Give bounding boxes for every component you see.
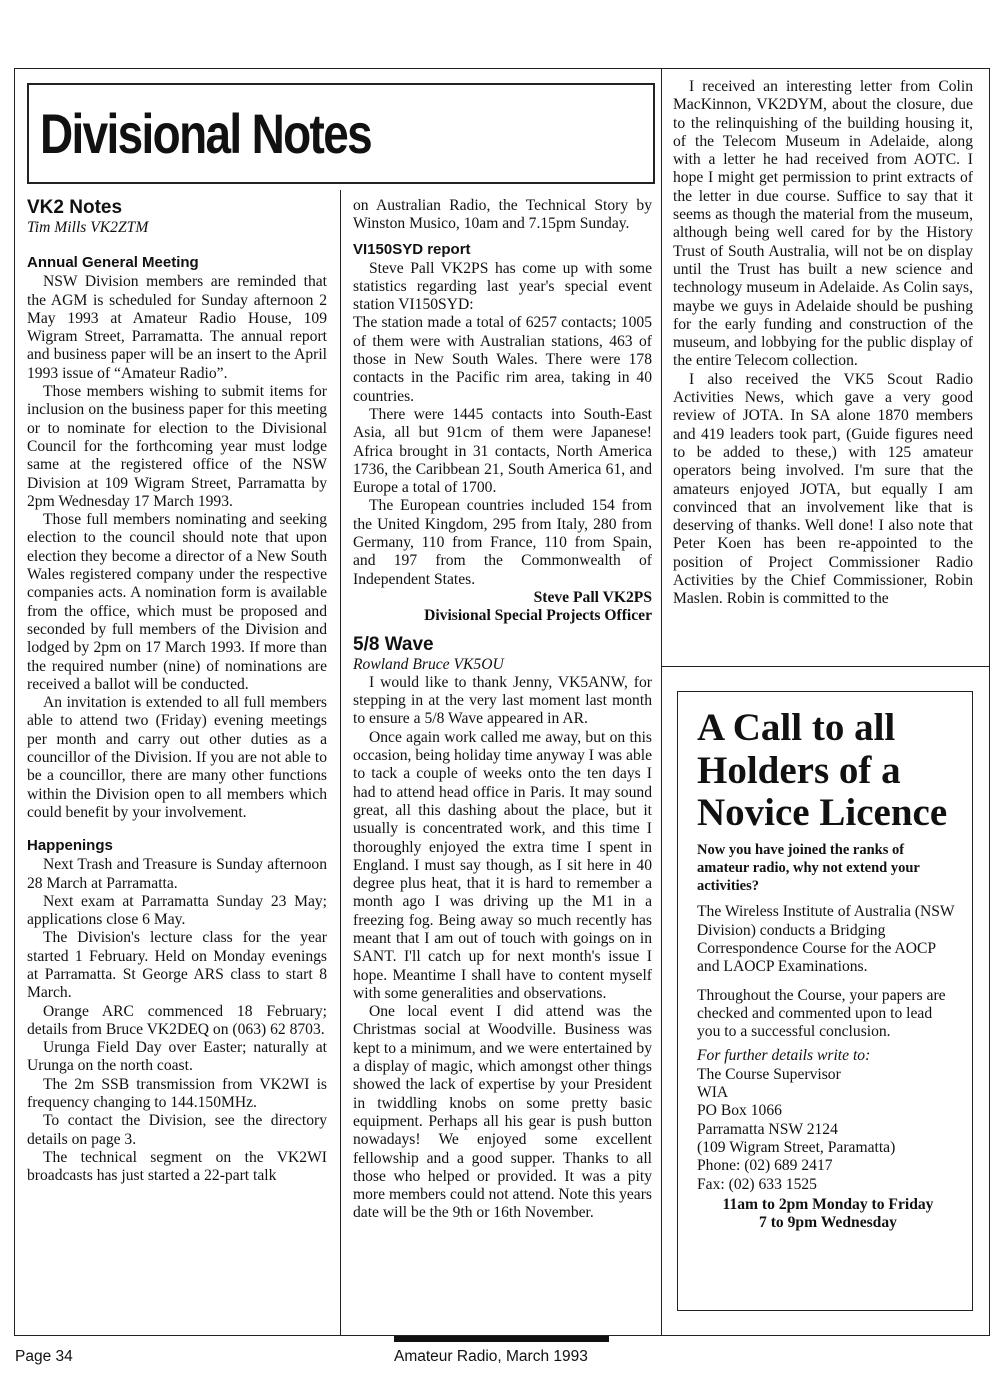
advert-intro: Now you have joined the ranks of amateur radio, why not extend your activities? xyxy=(697,841,920,895)
paragraph: Those members wishing to submit items for inclusion on the business paper for this meeting or to nominate for election to the Divisional Council for the forthcoming year must lodge same at the registered office of the NSW Division at 109 Wigram Street, Parramatta by 2pm Wednesday 17 March 1993. xyxy=(27,383,327,510)
paragraph: Next exam at Parramatta Sunday 23 May; applications close 6 May. xyxy=(27,892,327,929)
paragraph: Those full members nominating and seeking election to the council should note that upon election they become a director of a New South Wales registered company under the respective companies acts. A nomination form is available from the office, which must be proposed and seconded by full members of the Division and lodged by 2pm on 17 March 1993. If more than the required number (nine) of nominations are received a ballot will be conducted. xyxy=(27,511,327,693)
address-line: (109 Wigram Street, Paramatta) xyxy=(697,1138,896,1156)
agm-heading: Annual General Meeting xyxy=(27,254,199,272)
divider xyxy=(661,666,990,667)
paragraph: Steve Pall VK2PS has come up with some statistics regarding last year's special event station VI150SYD: xyxy=(353,259,652,314)
address-line: PO Box 1066 xyxy=(697,1102,782,1120)
advert-write: For further details write to: xyxy=(697,1047,871,1065)
column-2 xyxy=(353,197,652,1223)
column-rule xyxy=(661,68,662,1336)
paragraph: There were 1445 contacts into South-East Asia, all but 91cm of them were Japanese! Africa brought in 31 contacts, North America 1736, the Caribbean 21, South America 61, and Europe a total of 1700. xyxy=(353,405,652,497)
paragraph: I would like to thank Jenny, VK5ANW, for stepping in at the very last moment last month to ensure a 5/8 Wave appeared in AR. xyxy=(353,673,652,728)
address-line: Parramatta NSW 2124 xyxy=(697,1120,838,1138)
footer-bar xyxy=(394,1336,609,1342)
paragraph: NSW Division members are reminded that the AGM is scheduled for Sunday afternoon 2 May 1993 at Amateur Radio House, 109 Wigram Street, Parramatta. The annual report and business paper will be an insert to the April 1993 issue of “Amateur Radio”. xyxy=(27,273,327,382)
wave-heading: 5/8 Wave xyxy=(353,633,434,655)
paragraph: Once again work called me away, but on this occasion, being holiday time anyway I was able to tack a couple of weeks onto the ten days I had to attend head office in Paris. It may sound great, all this dashing about the place, but it usually is concentrated work, and this time I thoroughly enjoyed the extra time I spent in England. I must say though, as I sit here in 40 degree plus heat, that it is hard to remember a month ago I was driving up the M1 in a freezing fog. Being away so much recently has meant that I am out of touch with goings on in SANT. I'll catch up for next month's issue I hope. Meantime I shall have to content myself with some generalities and observations. xyxy=(353,728,652,1002)
paragraph: I received an interesting letter from Colin MacKinnon, VK2DYM, about the closure, due to the relinquishing of the building housing it, of the Telecom Museum in Adelaide, along with a letter he had received from AOTC. I hope I might get permission to print extracts of the letter in due course. Suffice to say that it seems as though the material from the museum, although being well cared for by the History Trust of South Australia, will not be on display until the Trust has built a new science and technology museum in Adelaide. As Colin says, maybe we guys in Adelaide should be pushing for the early funding and construction of the museum, and lobbying for the public display of the entire Telecom collection. xyxy=(673,78,973,370)
paragraph: The 2m SSB transmission from VK2WI is frequency changing to 144.150MHz. xyxy=(27,1075,327,1112)
column-rule xyxy=(340,190,341,1336)
paragraph: The European countries included 154 from the United Kingdom, 295 from Italy, 280 from Germany, 110 from France, 110 from Spain, and 197 from the Commonwealth of Independent States. xyxy=(353,497,652,588)
paragraph: Orange ARC commenced 18 February; details from Bruce VK2DEQ on (063) 62 8703. xyxy=(27,1002,327,1038)
phone: Phone: (02) 689 2417 xyxy=(697,1157,833,1175)
happenings-heading: Happenings xyxy=(27,837,113,855)
issue-label: Amateur Radio, March 1993 xyxy=(394,1348,588,1365)
vk2-heading: VK2 Notes xyxy=(27,197,123,218)
paragraph: The Division's lecture class for the year started 1 February. Held on Monday evenings at Parramatta. St George ARS class to start 8 March. xyxy=(27,929,327,1002)
address-line: The Course Supervisor xyxy=(697,1065,841,1083)
paragraph: on Australian Radio, the Technical Story by Winston Musico, 10am and 7.15pm Sunday. xyxy=(353,197,652,233)
paragraph: To contact the Division, see the directory details on page 3. xyxy=(27,1112,327,1148)
column-1 xyxy=(27,197,327,1186)
advert-heading: A Call to all Holders of a Novice Licence xyxy=(697,706,948,834)
advert-paragraph: The Wireless Institute of Australia (NSW Division) conducts a Bridging Correspondence Course for the AOCP and LAOCP Examinations. xyxy=(697,903,955,976)
office-hours: 7 to 9pm Wednesday xyxy=(759,1214,897,1232)
paragraph: Next Trash and Treasure is Sunday afternoon 28 March at Parramatta. xyxy=(27,856,327,892)
paragraph: The technical segment on the VK2WI broadcasts has just started a 22-part talk xyxy=(27,1148,327,1185)
page-title: Divisional Notes xyxy=(40,102,372,165)
address-line: WIA xyxy=(697,1084,729,1102)
wave-byline: Rowland Bruce VK5OU xyxy=(353,655,504,673)
vi150syd-heading: VI150SYD report xyxy=(353,240,471,258)
paragraph: Urunga Field Day over Easter; naturally at Urunga on the north coast. xyxy=(27,1039,327,1075)
advert xyxy=(697,707,959,1232)
column-3 xyxy=(673,78,973,609)
office-hours: 11am to 2pm Monday to Friday xyxy=(722,1195,934,1213)
signature-name: Steve Pall VK2PS xyxy=(533,588,652,606)
paragraph: The station made a total of 6257 contacts; 1005 of them were with Australian stations, 463 of those in New South Wales. There were 178 contacts in the Pacific rim area, taking in 40 countries. xyxy=(353,314,652,405)
vk2-byline: Tim Mills VK2ZTM xyxy=(27,219,149,236)
advert-paragraph: Throughout the Course, your papers are checked and commented upon to lead you to a successful conclusion. xyxy=(697,986,946,1041)
page-number: Page 34 xyxy=(15,1348,73,1365)
fax: Fax: (02) 633 1525 xyxy=(697,1175,817,1193)
signature-title: Divisional Special Projects Officer xyxy=(424,607,652,625)
paragraph: One local event I did attend was the Christmas social at Woodville. Business was kept to a minimum, and we were entertained by a display of magic, which amongst other things showed the lack of expertise by your President in twiddling knobs on some pretty basic equipment. Perhaps all his gear is push button nowadays! We enjoyed some excellent fellowship and a good supper. Thanks to all those who helped or provided. It was a pity more members could not attend. Note this years date will be the 9th or 16th November. xyxy=(353,1003,652,1222)
paragraph: I also received the VK5 Scout Radio Activities News, which gave a very good review of JOTA. In SA alone 1870 members and 419 leaders took part, (Guide figures need to be added to these,) with 125 amateur operators being involved. I'm sure that the amateurs enjoyed JOTA, but equally I am convinced that an involvement like that is deserving of thanks. Well done! I also note that Peter Koen has been re-appointed to the position of Project Commissioner Radio Activities by the Chief Commissioner, Robin Maslen. Robin is committed to the xyxy=(673,370,973,608)
paragraph: An invitation is extended to all full members able to attend two (Friday) evening meetings per month and carry out other duties as a councillor of the Division. If you are not able to be a councillor, there are many other functions within the Division open to all members which could benefit by your involvement. xyxy=(27,694,327,821)
